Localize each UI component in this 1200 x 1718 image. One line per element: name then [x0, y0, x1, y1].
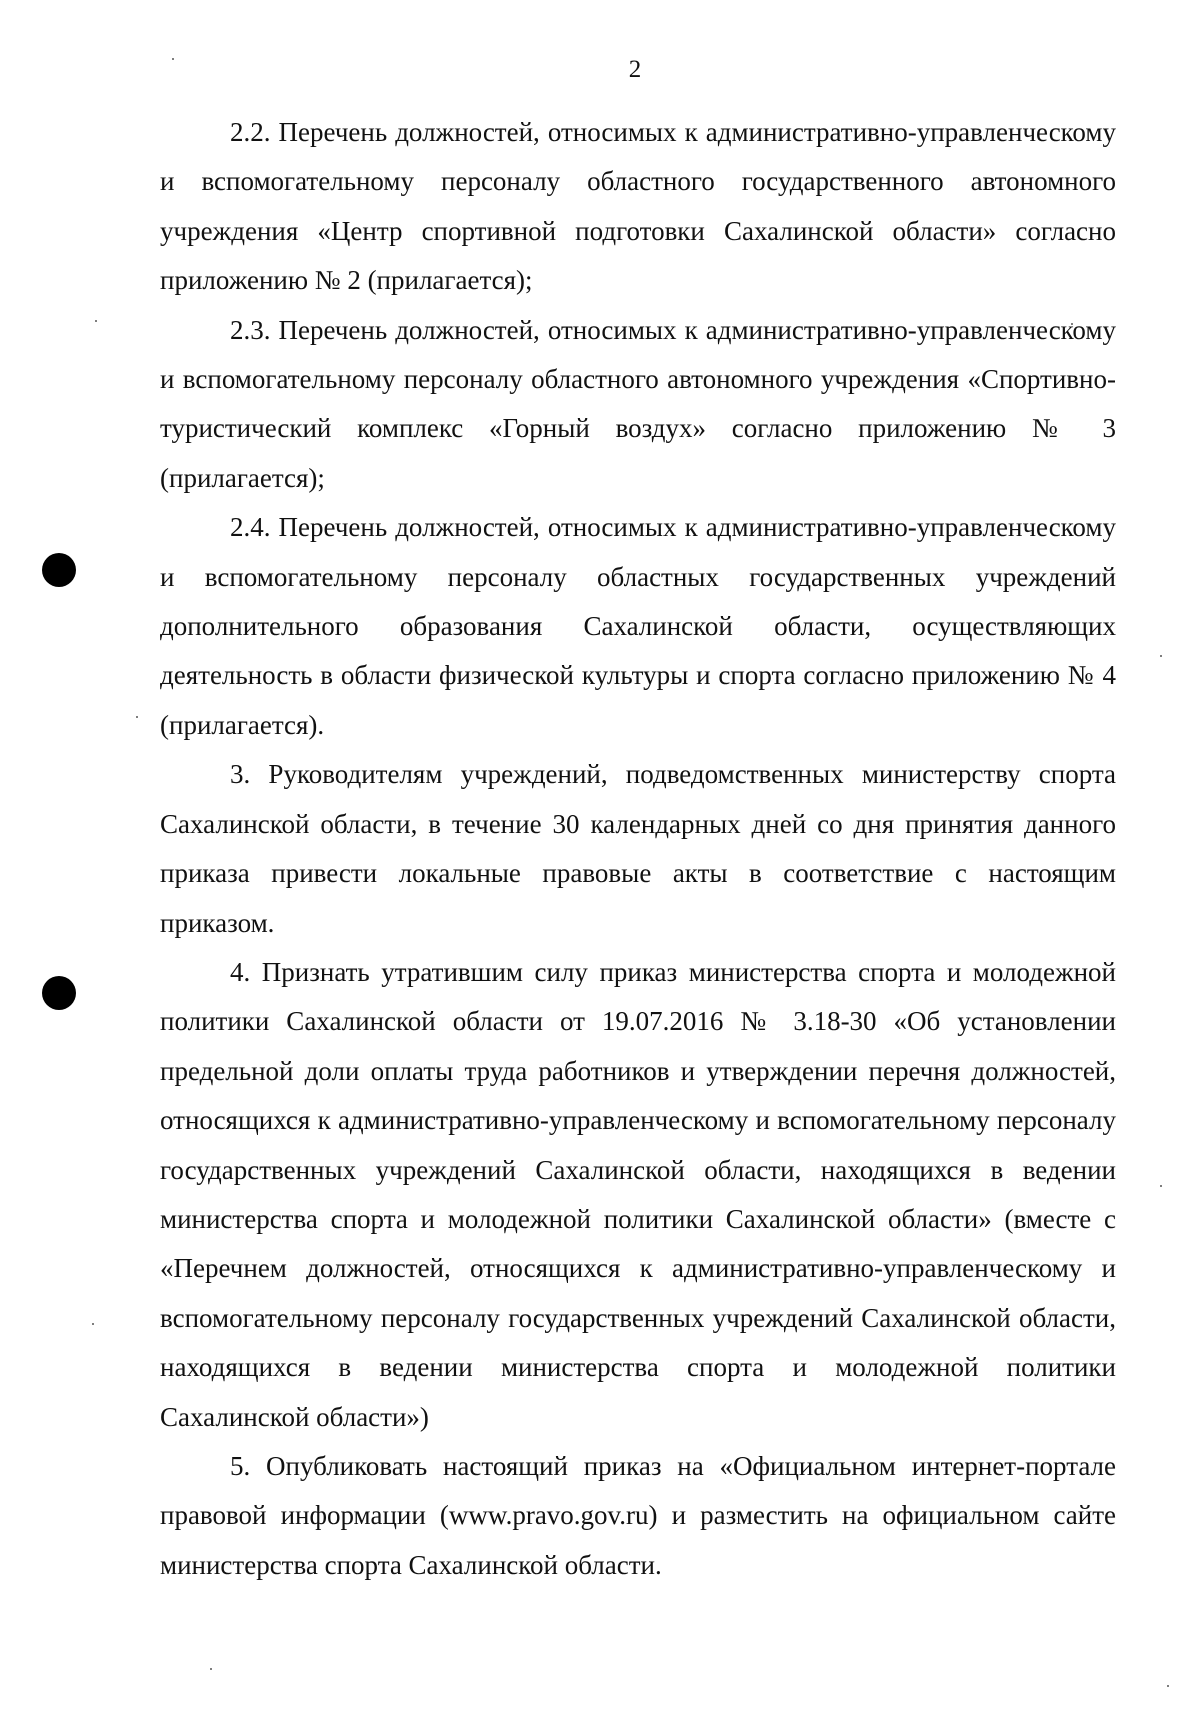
document-body — [160, 108, 1116, 1590]
scan-speck — [1160, 1185, 1162, 1187]
punch-hole-bottom — [42, 976, 76, 1010]
scan-speck — [92, 1323, 94, 1325]
paragraph-3: 3. Руководителям учреждений, подведомственных министерству спорта Сахалинской области, в течение 30 календарных дней со дня принятия данного приказа привести локальные правовые акты в соответствие с настоящим приказом. — [160, 759, 1116, 938]
scan-speck — [95, 320, 97, 322]
paragraph-2-3: 2.3. Перечень должностей, относимых к административно-управленческому и вспомогательному персоналу областного автономного учреждения «Спортивно-туристический комплекс «Горный воздух» согласно приложению № 3 (прилагается); — [160, 314, 1116, 493]
paragraph-4: 4. Признать утратившим силу приказ министерства спорта и молодежной политики Сахалинской области от 19.07.2016 № 3.18-30 «Об установлении предельной доли оплаты труда работников и утверждении перечня должностей, относящихся к административно-управленческому и вспомогательному персоналу государственных учреждений Сахалинской области, находящихся в ведении министерства спорта и молодежной политики Сахалинской области» (вместе с «Перечнем должностей, относящихся к административно-управленческому и вспомогательному персоналу государственных учреждений Сахалинской области, находящихся в ведении министерства спорта и молодежной политики Сахалинской области») — [160, 956, 1116, 1432]
page-number: 2 — [628, 56, 642, 83]
paragraph-2-2: 2.2. Перечень должностей, относимых к административно-управленческому и вспомогательному персоналу областного государственного автономного учреждения «Центр спортивной подготовки Сахалинской области» согласно приложению № 2 (прилагается); — [160, 117, 1116, 296]
scan-speck — [1160, 655, 1162, 657]
punch-hole-top — [42, 553, 76, 587]
scan-speck — [136, 716, 138, 718]
scan-speck — [172, 58, 174, 60]
scan-speck — [1167, 1685, 1169, 1687]
paragraph-5: 5. Опубликовать настоящий приказ на «Официальном интернет-портале правовой информации (www.pravo.gov.ru) и разместить на официальном сайте министерства спорта Сахалинской области. — [160, 1450, 1116, 1580]
paragraph-2-4: 2.4. Перечень должностей, относимых к административно-управленческому и вспомогательному персоналу областных государственных учреждений дополнительного образования Сахалинской области, осуществляющих деятельность в области физической культуры и спорта согласно приложению № 4 (прилагается). — [160, 512, 1116, 740]
scan-speck — [210, 1668, 212, 1670]
